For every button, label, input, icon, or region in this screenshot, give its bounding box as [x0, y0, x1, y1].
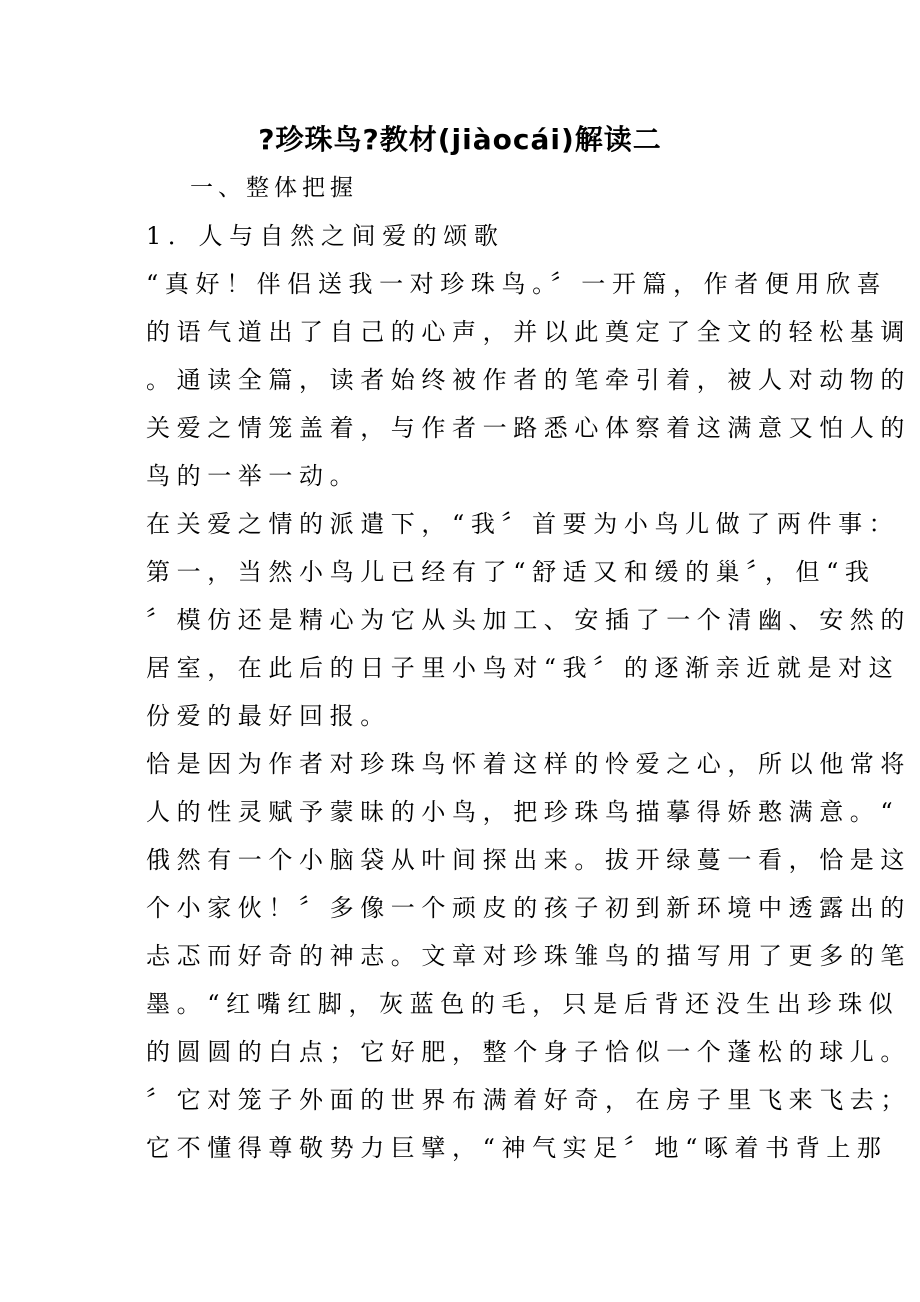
text-line: 〞它对笼子外面的世界布满着好奇，在房子里飞来飞去；: [146, 1086, 911, 1114]
text-line: 份爱的最好回报。: [146, 702, 391, 730]
text-line: 个小家伙！〞多像一个顽皮的孩子初到新环境中透露出的: [146, 894, 911, 922]
text-line: 。通读全篇，读者始终被作者的笔牵引着，被人对动物的: [146, 366, 911, 394]
document-page: [0, 116, 920, 1172]
body-text: [0, 260, 920, 1172]
text-line: “真好！伴侣送我一对珍珠鸟。〞一开篇，作者便用欣喜: [146, 270, 888, 298]
text-line: 忐忑而好奇的神志。文章对珍珠雏鸟的描写用了更多的笔: [146, 942, 911, 970]
text-line: 在关爱之情的派遣下，“我〞首要为小鸟儿做了两件事：: [146, 510, 900, 538]
text-line: 俄然有一个小脑袋从叶间探出来。拔开绿蔓一看，恰是这: [146, 846, 911, 874]
text-line: 它不懂得尊敬势力巨擘，“神气实足〞地“啄着书背上那: [146, 1134, 888, 1162]
text-line: 恰是因为作者对珍珠鸟怀着这样的怜爱之心，所以他常将: [146, 750, 911, 778]
document-title: ?珍珠鸟?教材(jiàocái)解读二: [258, 123, 662, 156]
text-line: 墨。“红嘴红脚，灰蓝色的毛，只是后背还没生出珍珠似: [146, 990, 900, 1018]
text-line: 居室，在此后的日子里小鸟对“我〞的逐渐亲近就是对这: [146, 654, 900, 682]
subheading: 1．人与自然之间爱的颂歌: [146, 222, 505, 250]
text-line: 〞模仿还是精心为它从头加工、安插了一个清幽、安然的: [146, 606, 911, 634]
text-line: 鸟的一举一动。: [146, 462, 361, 490]
text-line: 的圆圆的白点；它好肥，整个身子恰似一个蓬松的球儿。: [146, 1038, 911, 1066]
text-line: 人的性灵赋予蒙昧的小鸟，把珍珠鸟描摹得娇憨满意。“: [146, 798, 900, 826]
text-line: 第一，当然小鸟儿已经有了“舒适又和缓的巢〞，但“我: [146, 558, 876, 586]
section-heading: 一、整体把握: [190, 175, 358, 201]
text-line: 的语气道出了自己的心声，并以此奠定了全文的轻松基调: [146, 318, 911, 346]
text-line: 关爱之情笼盖着，与作者一路悉心体察着这满意又怕人的: [146, 414, 911, 442]
